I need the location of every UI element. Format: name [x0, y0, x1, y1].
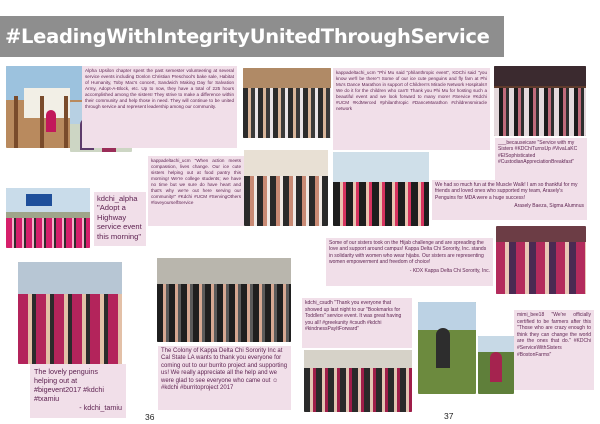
penguins-signature: - kdchi_tamiu — [79, 403, 122, 412]
photo-adopt-a-highway — [6, 188, 90, 248]
photo-burrito-project — [157, 258, 291, 342]
caption-mimi: mimi_bee18 "We're officially certified to be farmers after this "Those who are crazy enough to think they can change the world are the ones that do." #KDChi #ServiceWithSisters #BostonFarms" — [514, 310, 594, 390]
photo-large-group — [494, 66, 586, 136]
hijab-text: Some of our sisters took on the Hijab challenge and are spreading the love and support around campus! Kappa Delta Chi Sorority, Inc. stands in solidarity with women who wear hijabs. Our sisters are representing women empowerment and freedom of choice! — [329, 240, 487, 266]
muscle-walk-signature: Arasely Baeza, Sigma Alumnus — [514, 203, 584, 210]
photo-bookmarks-toddlers — [304, 350, 412, 412]
photo-dance-marathon — [243, 68, 331, 138]
caption-hijab-challenge — [326, 238, 493, 286]
caption-kdchi-csudh: kdchi_csudh "Thank you everyone that showed up last night to our "Bookmarks for Toddlers" service event. It was great having you all! #greekunity #csudh #kdchi #kindnessPayItForward" — [302, 298, 412, 348]
hijab-signature: - KDX Kappa Delta Chi Sorority, Inc. — [409, 267, 490, 274]
photo-farm — [418, 302, 476, 394]
caption-muscle-walk — [432, 180, 587, 220]
caption-colony: The Colony of Kappa Delta Chi Sorority Inc at Cal State LA wants to thank you everyone for coming out to our burrito project and supporting us! We really appreciate all the help and we were glad to see everyone who came out ☺ #kdchi #burritoproject 2017 — [158, 346, 291, 410]
caption-alpha-upsilon: Alpha Upsilon chapter spent the past semester volunteering at several service events including Donlon Christian Preschool's bake sale, Habitat of Humanity, Toby Mac's concert, Sandwich Making Day for Salvation Army, Adopt-A-Block, etc. Up to now, they have a total of 225 hours accomplished among the sisters! They strive to make a difference within their community and help those in need. They will continue to be united through service and represent leadership among our community. — [82, 66, 237, 148]
caption-becauseicare: ___becauseicare "Service with my Sisters #KDChiTurnsUp #VivaLaKC #ElSophisticated #CustodianAppreciationBreakfast" — [495, 138, 587, 182]
photo-farm-detail — [478, 336, 514, 394]
penguins-text: The lovely penguins helping out at #bigevent2017 #kdchi #txamiu — [34, 367, 104, 403]
page-number-left: 36 — [145, 412, 155, 422]
caption-penguins — [30, 364, 126, 418]
page-title: #LeadingWithIntegrityUnitedThroughService — [5, 25, 490, 48]
page-number-right: 37 — [444, 411, 454, 421]
caption-kappadeltachi-ucm-2: kappadeltachi_ucm "When action meets compassion, lives change. Our ice cute sisters helping out at food pantry this morning! We're college students; we have no time but we sure do have heart and that's why we're out here serving our community!" #Kdchi #UCM #ServingOthers #loveyourselfService — [148, 156, 244, 226]
muscle-walk-text: We had so much fun at the Muscle Walk! I am so thankful for my friends and loved ones who supported my team, Arasely's Penguins for MDA were a huge success! — [435, 182, 578, 201]
photo-muscle-walk — [333, 152, 429, 226]
title-banner — [0, 16, 504, 57]
photo-food-pantry — [244, 150, 328, 226]
caption-kappadeltachi-ucm-1: kappadeltachi_ucm "Phi Mu said "philanthropic event", KDChi said "you know we'll be there"! Some of our ice cute penguins and fly fam at Phi Mu's Dance Marathon in support of Children's Miracle Network Hospitals!! We do it for the children who can't! Thank you Phi Mu for hosting such a beautiful event and we look forward to many more! #Service #Kdchi #UCM #KdMerced #philanthropic #DanceMarathon #childrensmiracle network — [333, 68, 490, 150]
photo-big-event — [18, 262, 122, 364]
caption-highway: kdchi_alpha "Adopt a Highway service event this morning" — [94, 192, 146, 246]
photo-hijab-challenge — [496, 226, 586, 294]
